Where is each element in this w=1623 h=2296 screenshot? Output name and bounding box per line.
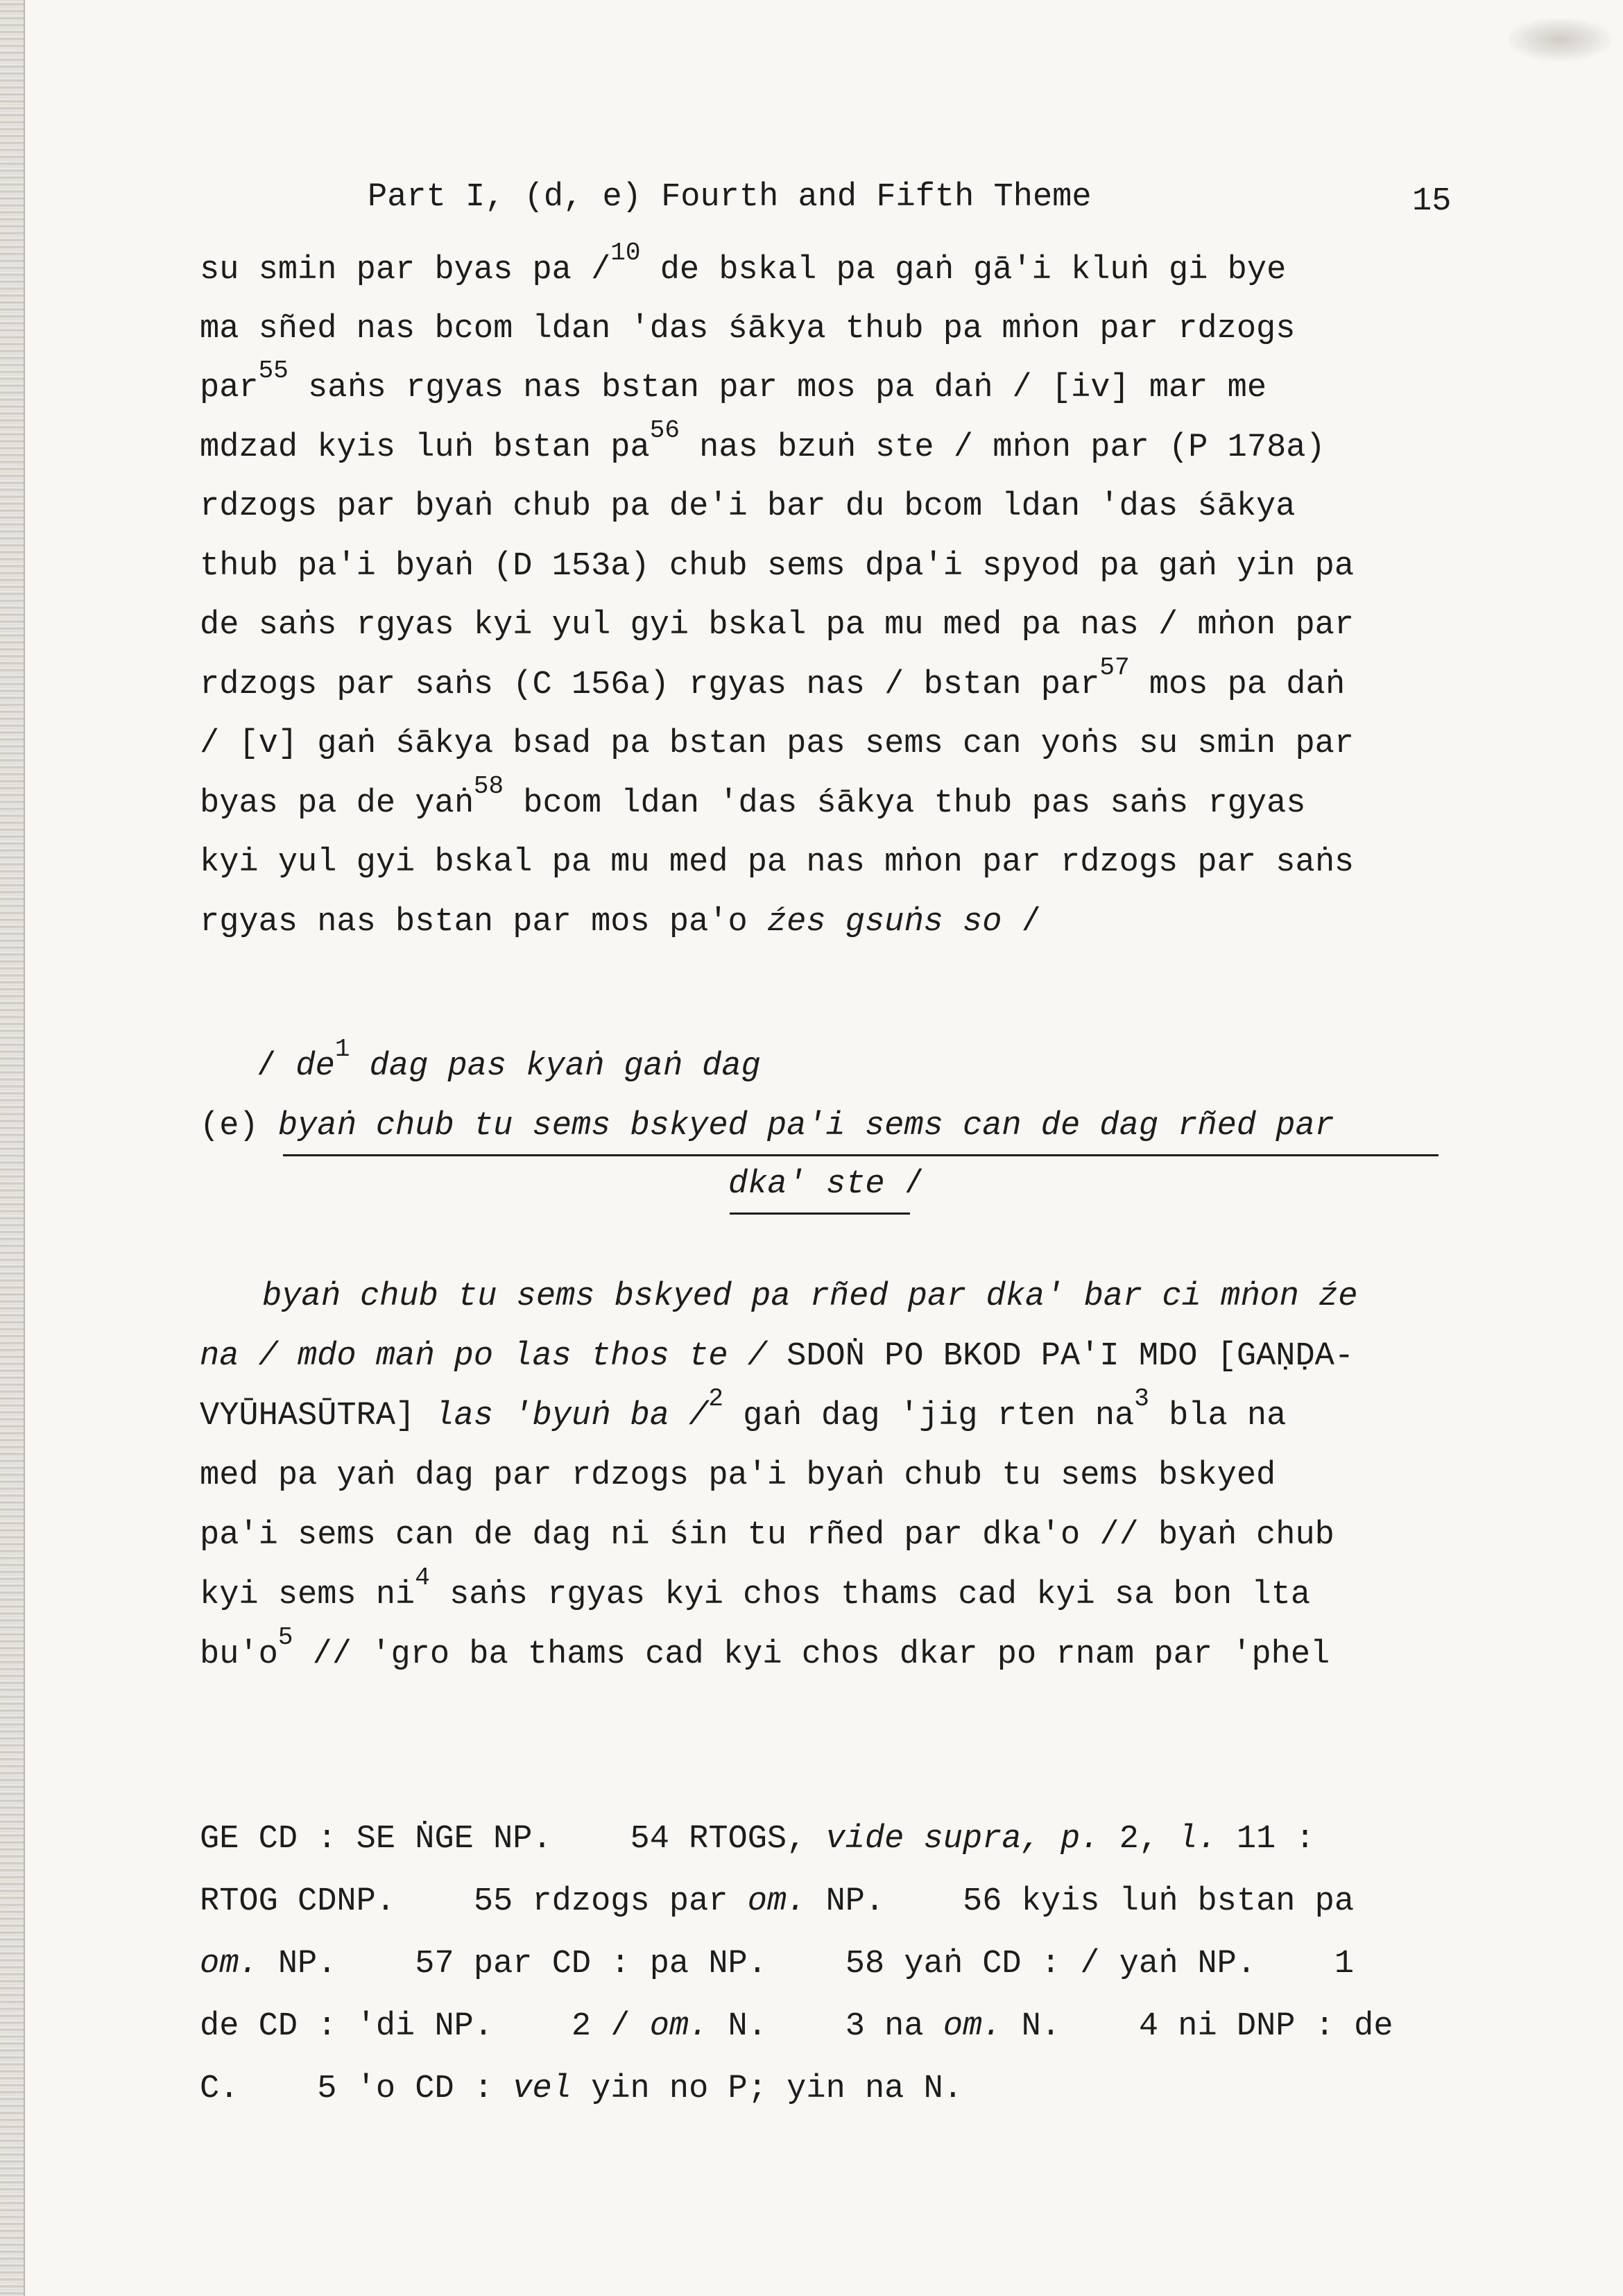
footnote-ref: 58 (473, 772, 504, 800)
text-line: byas pa de yaṅ$^{58}$ bcom ldan 'das śākya thub pas saṅs rgyas (200, 772, 1306, 822)
text-line: ma sñed nas bcom ldan 'das śākya thub pa mṅon par rdzogs (200, 311, 1296, 348)
text-line: $bu'o^5$ // 'gro ba thams cad kyi chos dkar po rnam par 'phel (200, 1623, 1330, 1673)
footnote-ref: 1 (334, 1035, 350, 1063)
section-e-heading-cont: dka' ste / (728, 1166, 925, 1203)
section-e-heading: (e) byaṅ chub tu sems bskyed pa'i sems can de dag rñed par (200, 1108, 1334, 1145)
text-line: par$^{55}$ saṅs rgyas nas bstan par mos pa daṅ / [iv] mar me (200, 357, 1267, 406)
footnote-ref: 55 (258, 357, 289, 385)
text-line: kyi sems $ni^4$ saṅs rgyas kyi chos thams cad kyi sa bon lta (200, 1563, 1311, 1613)
footnote-ref: 10 (610, 239, 641, 267)
scan-left-edge (0, 0, 25, 2296)
footnote-line: GE CD : SE ṄGE NP. 54 RTOGS, vide supra, p. 2, l. 11 : (200, 1821, 1315, 1858)
footnote-line: de CD : 'di NP. 2 / om. N. 3 na om. N. 4 ni DNP : de (200, 2008, 1393, 2045)
footnote-ref: 5 (277, 1623, 293, 1652)
footnote-ref: 3 (1134, 1385, 1149, 1413)
text-line: rdzogs par byaṅ chub pa de'i bar du bcom ldan 'das śākya (200, 488, 1296, 525)
text-line: thub pa'i byaṅ (D 153a) chub sems dpa'i spyod pa gaṅ yin pa (200, 548, 1355, 585)
section-heading-text: byaṅ chub tu sems bskyed pa'i sems can de dag rñed par (277, 1108, 1334, 1145)
footnote-ref: 56 (649, 416, 680, 445)
running-header: Part I, (d, e) Fourth and Fifth Theme (368, 179, 1092, 216)
heading-underline (730, 1213, 910, 1215)
footnote-ref: 4 (415, 1563, 430, 1592)
section-e-preface: / $de^1$ dag pas kyaṅ gaṅ dag (257, 1035, 761, 1085)
text-line: VYŪHASŪTRA] las 'byuṅ ba /$^2$ gaṅ dag 'jig rten $na^3$ bla na (200, 1385, 1287, 1434)
scan-smudge (1508, 18, 1612, 61)
text-line: na / mdo maṅ po las thos te / SDOṄ PO BKOD PA'I MDO [GAṆḌA- (200, 1338, 1355, 1375)
text-line: / [v] gaṅ śākya bsad pa bstan pas sems can yoṅs su smin par (200, 726, 1355, 762)
footnote-ref: 2 (708, 1385, 723, 1413)
text-line: rgyas nas bstan par mos pa'o źes gsuṅs so / (200, 904, 1041, 941)
page-number: 15 (1412, 183, 1452, 220)
text-line: rdzogs par saṅs (C 156a) rgyas nas / bstan par$^{57}$ mos pa daṅ (200, 653, 1345, 703)
text-line: su smin par byas pa /$^{10}$ de bskal pa gaṅ gā'i kluṅ gi bye (200, 239, 1287, 289)
text-line: mdzad kyis luṅ bstan $pa^{56}$ nas bzuṅ ste / mṅon par (P 178a) (200, 416, 1325, 466)
footnote-line: C. 5 'o CD : vel yin no P; yin na N. (200, 2071, 963, 2107)
text-line: byaṅ chub tu sems bskyed pa rñed par dka' bar ci mṅon źe (262, 1278, 1358, 1315)
text-line: med pa yaṅ dag par rdzogs pa'i byaṅ chub tu sems bskyed (200, 1457, 1276, 1494)
text-line: pa'i sems can de dag ni śin tu rñed par dka'o // byaṅ chub (200, 1517, 1334, 1554)
text-line: de saṅs rgyas kyi yul gyi bskal pa mu med pa nas / mṅon par (200, 607, 1355, 644)
footnote-line: RTOG CDNP. 55 rdzogs par om. NP. 56 kyis luṅ bstan pa (200, 1883, 1355, 1920)
heading-underline (283, 1154, 1439, 1156)
footnote-line: om. NP. 57 par CD : pa NP. 58 yaṅ CD : / yaṅ NP. 1 (200, 1946, 1355, 1982)
footnote-ref: 57 (1099, 653, 1130, 682)
text-line: kyi yul gyi bskal pa mu med pa nas mṅon par rdzogs par saṅs (200, 844, 1355, 881)
